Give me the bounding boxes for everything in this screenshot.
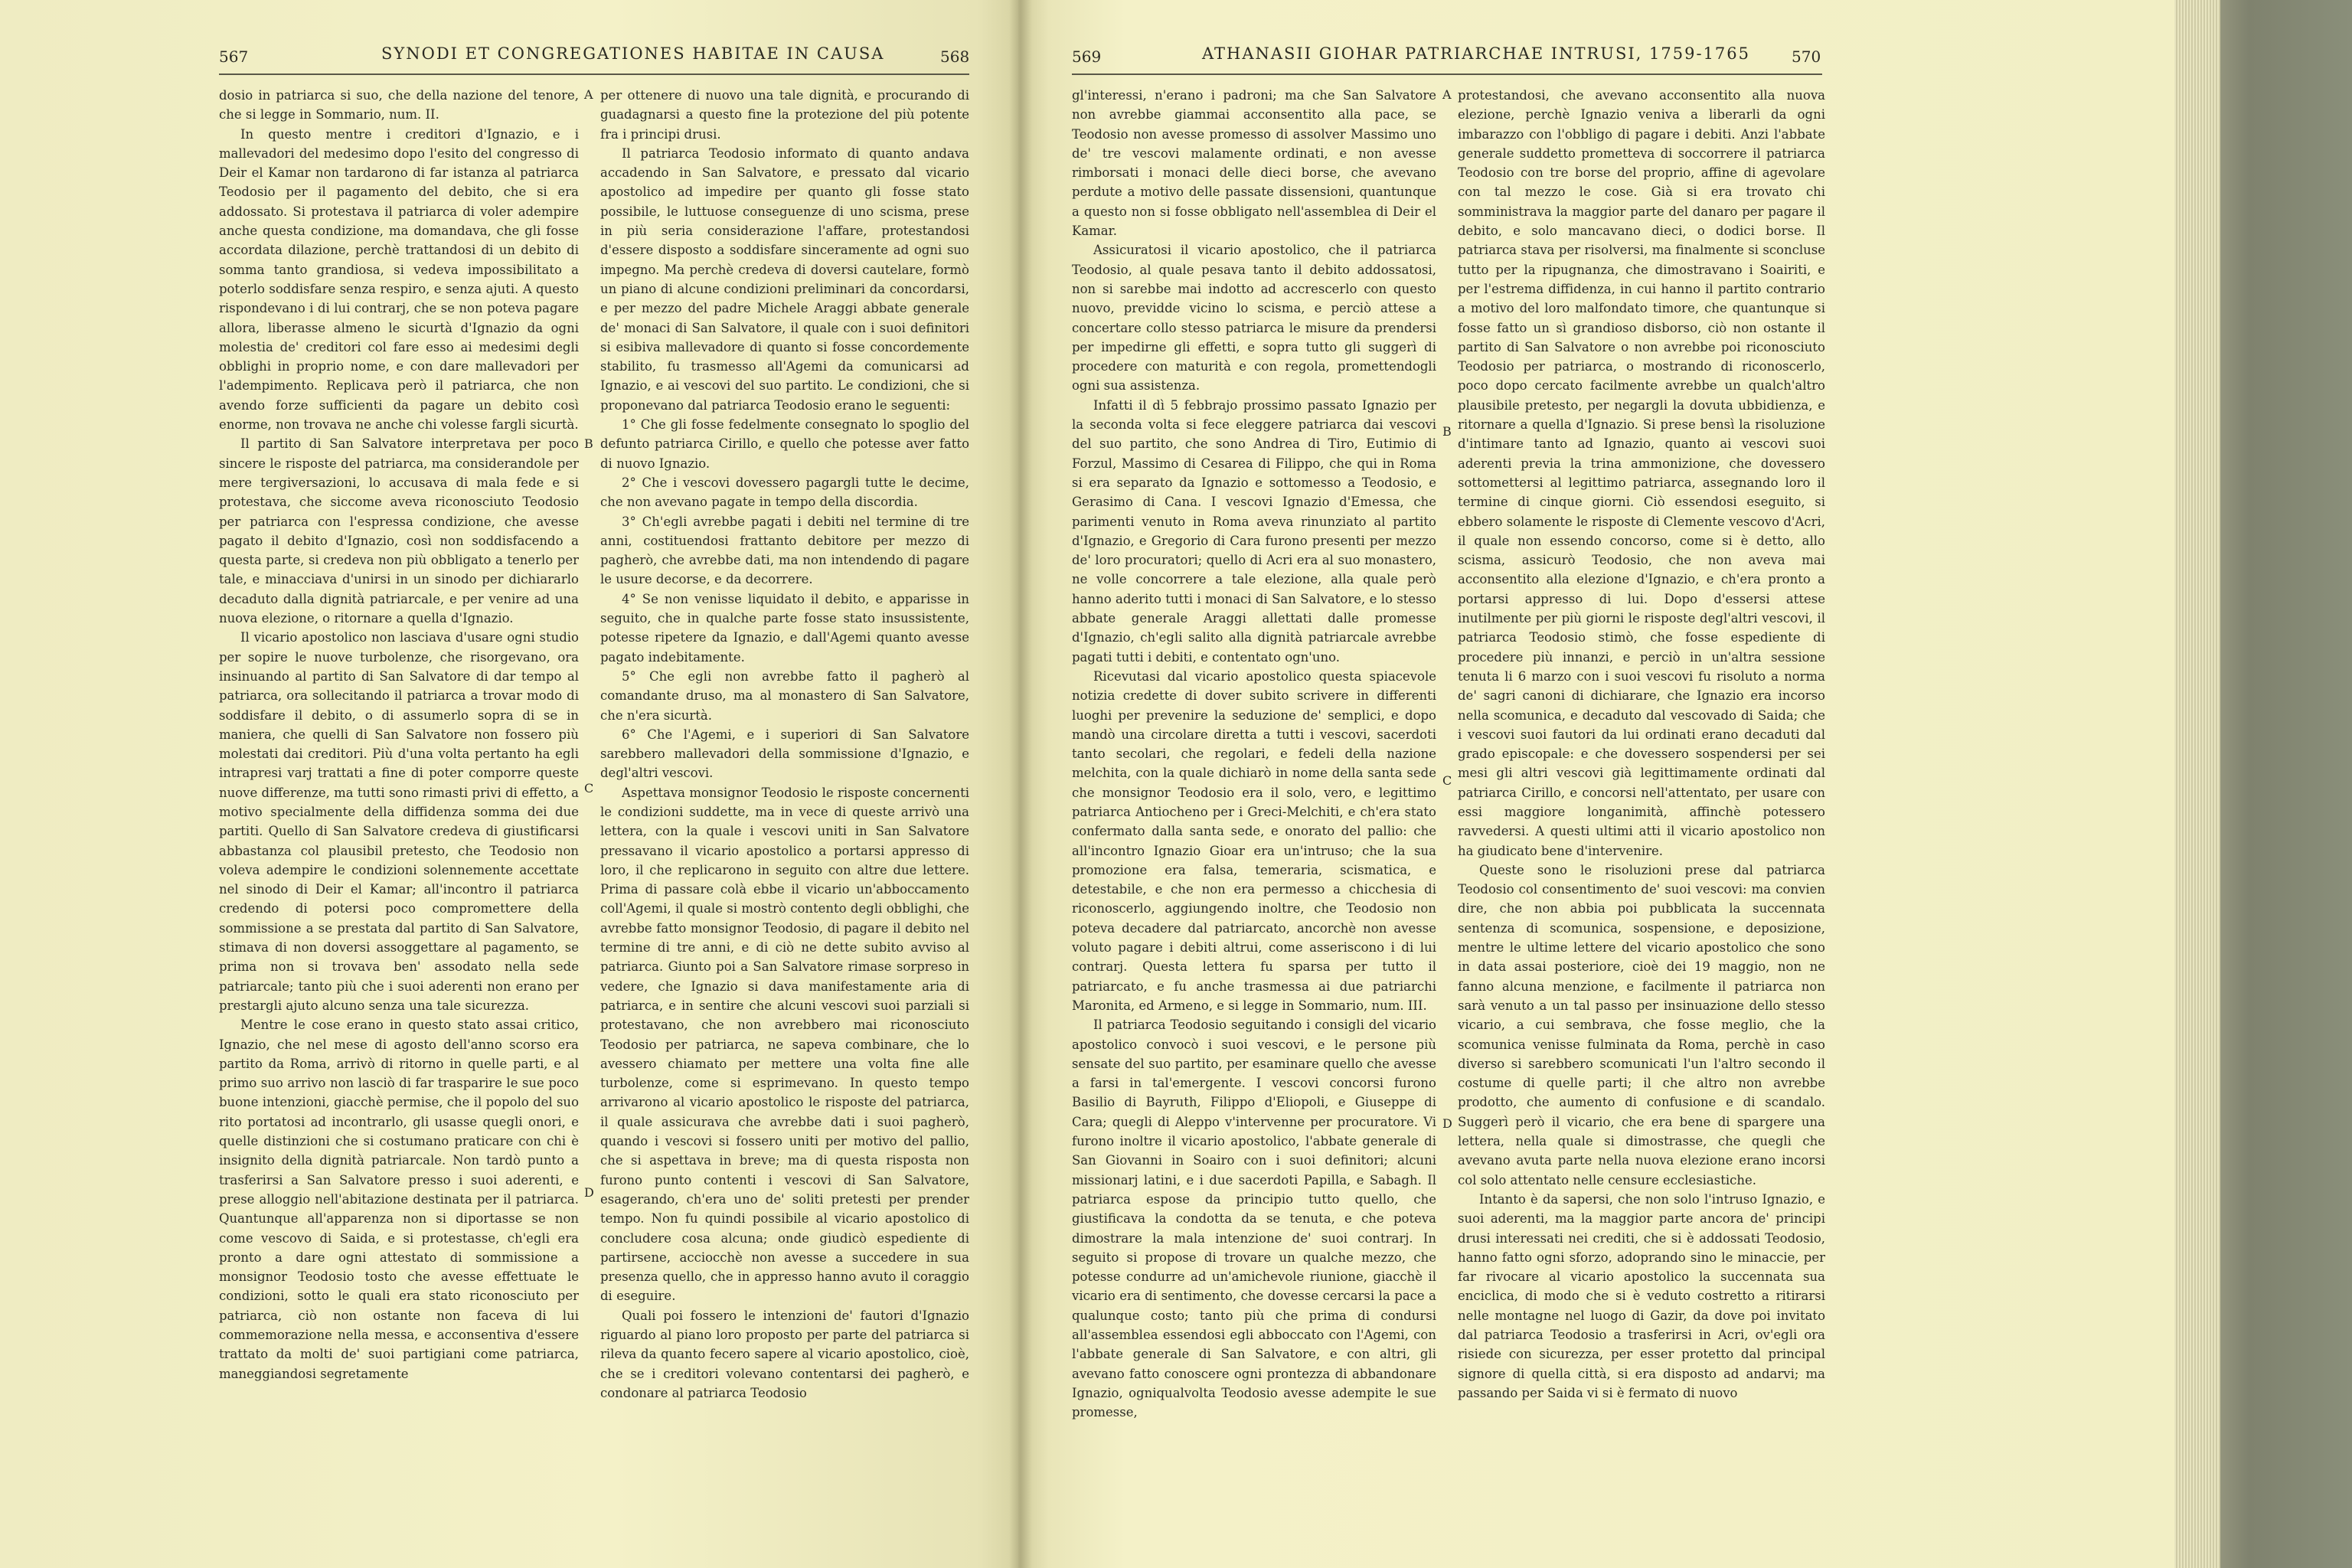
paragraph: Il partito di San Salvatore interpretava per poco sincere le risposte del patriarca, ma considerandole per mere tergiversazioni, lo accusava di mala fede e si protestava, che siccome aveva riconosciuto Teodosio per patriarca con l'espressa condizione, che avesse pagato il debito d'Ignazio, così non soddisfacendo a questa parte, si credeva non più obbligato a tenerlo per tale, e minacciava d'unirsi in un sinodo per dichiararlo decaduto dalla dignità patriarcale, e per venire ad una nuova elezione, o ritornare a quella d'Ignazio. <box>219 436 579 626</box>
margin-mark-c: C <box>584 781 594 795</box>
header-rule-left <box>219 74 969 75</box>
paragraph: Queste sono le risoluzioni prese dal patriarca Teodosio col consentimento de' suoi vescovi: ma convien dire, che non abbia poi pubblicata la succennata sentenza di scomunica, sospensione, e deposizione, mentre le ultime lettere del vicario apostolico che sono in data assai posteriore, cioè dei 19 maggio, non ne fanno alcuna menzione, e facilmente il patriarca non sarà venuto a un tal passo per insinuazione dello stesso vicario, a cui sembrava, che fosse meglio, che la scomunica venisse fulminata da Roma, perchè in caso diverso si sarebbero scomunicati l'un l'altro secondo il costume di quelle parti; il che altro non avrebbe prodotto, che aumento di confusione e di scandalo. Suggerì però il vicario, che era bene di spargere una lettera, nella quale si dimostrasse, che quegli che avevano avuta parte nella nuova elezione erano incorsi col solo attentato nelle censure ecclesiastiche. <box>1458 862 1825 1187</box>
paragraph: Intanto è da sapersi, che non solo l'intruso Ignazio, e suoi aderenti, ma la maggior parte ancora de' principi drusi interessati nei crediti, che si è addossati Teodosio, hanno fatto ogni sforzo, adoprando sino le minaccie, per far rivocare al vicario apostolico la succennata sua enciclica, di modo che si è veduto costretto a ritirarsi nelle montagne nel luogo di Gazir, da dove poi invitato dal patriarca Teodosio a trasferirsi in Acri, ov'egli ora risiede con sicurezza, per esser protetto dal principal signore di quella città, si era disposto ad andarvi; ma passando per Saida vi si è fermato di nuovo <box>1458 1191 1825 1400</box>
paragraph: per ottenere di nuovo una tale dignità, e procurando di guadagnarsi a questo fine la protezione del più potente fra i principi drusi. <box>600 88 969 142</box>
page-number-568: 568 <box>940 47 970 66</box>
margin-mark-b: B <box>1442 424 1452 439</box>
paragraph: dosio in patriarca si suo, che della nazione del tenore, che si legge in Sommario, num. II. <box>219 88 579 122</box>
paragraph: In questo mentre i creditori d'Ignazio, e i mallevadori del medesimo dopo l'esito del congresso di Deir el Kamar non tardarono di far istanza al patriarca Teodosio per il pagamento del debito, che si era addossato. Si protestava il patriarca di voler adempire anche questa condizione, ma domandava, che gli fosse accordata dilazione, perchè trattandosi di un debito di somma tanto grandiosa, si vedeva impossibilitato a poterlo soddisfare senza respiro, e senza ajuti. A questo rispondevano i di lui contrarj, che se non poteva pagare allora, liberasse almeno le sicurtà d'Ignazio da ogni molestia de' creditori col fare esso ai medesimi degli obblighi in proprio nome, e con dare mallevadori per l'adempimento. Replicava però il patriarca, che non avendo forze sufficienti da pagare un debito così enorme, non trovava ne anche chi volesse fargli sicurtà. <box>219 126 579 433</box>
paragraph: 6° Che l'Agemi, e i superiori di San Salvatore sarebbero mallevadori della sommissione d'Ignazio, e degl'altri vescovi. <box>600 727 969 781</box>
page-number-570: 570 <box>1792 47 1821 66</box>
paragraph: Mentre le cose erano in questo stato assai critico, Ignazio, che nel mese di agosto dell'anno scorso era partito da Roma, arrivò di ritorno in quelle parti, e al primo suo arrivo non lasciò di far trasparire le sue poco buone intenzioni, giacchè permise, che il popolo del suo rito portatosi ad incontrarlo, gli usasse quegli onori, e quelle distinzioni che si costumano praticare con chi è insignito della dignità patriarcale. Non tardò punto a trasferirsi a San Salvatore presso i suoi aderenti, e prese alloggio nell'abitazione destinata per il patriarca. Quantunque all'apparenza non si diportasse se non come vescovo di Saida, e si protestasse, ch'egli era pronto a dare ogni attestato di sommissione a monsignor Teodosio tosto che avesse effettuate le condizioni, sotto le quali era stato riconosciuto per patriarca, ciò non ostante non faceva di lui commemorazione nella messa, e acconsentiva d'essere trattato da molti de' suoi partigiani come patriarca, maneggiandosi segretamente <box>219 1018 579 1381</box>
page-number-569: 569 <box>1072 47 1102 66</box>
paragraph: Aspettava monsignor Teodosio le risposte concernenti le condizioni suddette, ma in vece di queste arrivò una lettera, con la quale i vescovi uniti in San Salvatore pressavano il vicario apostolico a portarsi appresso di loro, il che replicarono in seguito con altre due lettere. Prima di passare colà ebbe il vicario un'abboccamento coll'Agemi, il quale si mostrò contento degli obblighi, che avrebbe fatto monsignor Teodosio, di pagare il debito nel termine di tre anni, e di ciò ne dette subito avviso al patriarca. Giunto poi a San Salvatore rimase sorpreso in vedere, che Ignazio si dava manifestamente aria di patriarca, e in sentire che alcuni vescovi suoi parziali si protestavano, che non avrebbero mai riconosciuto Teodosio per patriarca, ne sapeva combinare, che lo avessero chiamato per mettere una volta fine alle turbolenze, come si esprimevano. In questo tempo arrivarono al vicario apostolico le risposte del patriarca, il quale assicurava che avrebbe dati i suoi pagherò, quando i vescovi si fossero uniti per motivo del pallio, che si aspettava in breve; ma di questa risposta non furono punto contenti i vescovi di San Salvatore, esagerando, ch'era uno de' soliti pretesti per prender tempo. Non fu quindi possibile al vicario apostolico di concludere cosa alcuna; onde giudicò espediente di partirsene, acciocchè non avesse a succedere in sua presenza quello, che in appresso hanno avuto il coraggio di eseguire. <box>600 785 969 1304</box>
left-page-column-1 <box>219 86 579 1556</box>
right-page-column-2 <box>1458 86 1825 1556</box>
paragraph: 2° Che i vescovi dovessero pagargli tutte le decime, che non avevano pagate in tempo della discordia. <box>600 475 969 510</box>
page-number-567: 567 <box>219 47 249 66</box>
paragraph: 5° Che egli non avrebbe fatto il pagherò al comandante druso, ma al monastero di San Salvatore, che n'era sicurtà. <box>600 668 969 723</box>
left-page-column-2 <box>600 86 969 1556</box>
margin-mark-a: A <box>584 87 593 102</box>
paragraph: 4° Se non venisse liquidato il debito, e apparisse in seguito, che in qualche parte fosse stato insussistente, potesse ripetere da Ignazio, e dall'Agemi quanto avesse pagato indebitamente. <box>600 591 969 665</box>
margin-mark-d: D <box>1442 1116 1452 1131</box>
book-gutter <box>1009 0 1032 1568</box>
paragraph: Ricevutasi dal vicario apostolico questa spiacevole notizia credette di dover subito scrivere in differenti luoghi per prevenire la seduzione de' semplici, e dopo mandò una circolare diretta a tutti i vescovi, sacerdoti tanto secolari, che regolari, e fedeli della nazione melchita, con la quale dichiarò in nome della santa sede che monsignor Teodosio era il solo, vero, e legittimo patriarca Antiocheno per i Greci-Melchiti, e ch'era stato confermato dalla santa sede, e onorato del pallio: che all'incontro Ignazio Gioar era un'intruso; che la sua promozione era falsa, temeraria, scismatica, e detestabile, e che non era permesso a chicchesia di riconoscerlo, aggiungendo inoltre, che Teodosio non poteva decadere dal patriarcato, ancorchè non avesse voluto pagare i debiti altrui, come asseriscono i di lui contrarj. Questa lettera fu sparsa per tutto il patriarcato, e fu anche trasmessa ai due patriarchi Maronita, ed Armeno, e si legge in Sommario, num. III. <box>1072 668 1436 1013</box>
running-header-left: SYNODI ET CONGREGATIONES HABITAE IN CAUSA <box>381 44 885 63</box>
margin-mark-a: A <box>1442 87 1452 102</box>
paragraph: gl'interessi, n'erano i padroni; ma che San Salvatore non avrebbe giammai acconsentito alla pace, se Teodosio non avesse promesso di assolver Massimo uno de' tre vescovi malamente ordinati, e non avesse rimborsati i monaci delle dieci borse, che avevano perdute a motivo delle passate dissensioni, quantunque a questo non si fosse obbligato nell'assemblea di Deir el Kamar. <box>1072 88 1436 239</box>
paragraph: Assicuratosi il vicario apostolico, che il patriarca Teodosio, al quale pesava tanto il debito addossatosi, non si sarebbe mai indotto ad accrescerlo con questo nuovo, previdde vicino lo scisma, e perciò attese a concertare collo stesso patriarca le misure da prendersi per impedirne gli effetti, e sopra tutto gli suggerì di procedere con maturità e con regola, promettendogli ogni sua assistenza. <box>1072 243 1436 394</box>
paragraph: Il vicario apostolico non lasciava d'usare ogni studio per sopire le nuove turbolenze, che risorgevano, ora insinuando al partito di San Salvatore di dar tempo al patriarca, ora sollecitando il patriarca a trovar modo di soddisfare il debito, o di assumerlo sopra di se in maniera, che quelli di San Salvatore non fossero più molestati dai creditori. Più d'una volta pertanto ha egli intrapresi varj trattati a fine di poter comporre queste nuove differenze, ma tutti sono rimasti privi di effetto, a motivo specialmente della diffidenza somma dei due partiti. Quello di San Salvatore credeva di giustificarsi abbastanza col plausibil pretesto, che Teodosio non voleva adempire le condizioni solennemente accettate nel sinodo di Deir el Kamar; all'incontro il patriarca credendo di potersi poco compromettere della sommissione a se prestata dal partito di San Salvatore, stimava di non doversi assoggettare al pagamento, se prima non si trovava ben' assodato nella sede patriarcale; tanto più che i suoi aderenti non erano per prestargli ajuto alcuno senza una tale sicurezza. <box>219 630 579 1013</box>
margin-mark-b: B <box>584 436 593 451</box>
running-header-right: ATHANASII GIOHAR PATRIARCHAE INTRUSI, 1759-1765 <box>1202 44 1751 63</box>
paragraph: Il patriarca Teodosio seguitando i consigli del vicario apostolico convocò i suoi vescovi, e le persone più sensate del suo partito, per esaminare quello che avesse a farsi in tal'emergente. I vescovi concorsi furono Basilio di Bayruth, Filippo d'Eliopoli, e Giuseppe di Cara; quegli di Aleppo v'intervenne per procuratore. Vi furono inoltre il vicario apostolico, l'abbate generale di San Giovanni in Soairo con i suoi definitori; alcuni missionarj latini, e i due sacerdoti Papilla, e Sabagh. Il patriarca espose da principio tutto quello, che giustificava la condotta da se tenuta, e che poteva dimostrare la mala intenzione de' suoi contrarj. In seguito si propose di trovare un qualche mezzo, che potesse condurre ad un'amichevole riunione, giacchè il vicario era di sentimento, che dovesse cercarsi la pace a qualunque costo; tanto più che prima di condursi all'assemblea essendosi egli abboccato con l'Agemi, con l'abbate generale di San Salvatore, e con altri, gli avevano fatto conoscere ogni prontezza di abbandonare Ignazio, ogniqualvolta Teodosio avesse adempite le sue promesse, <box>1072 1018 1436 1420</box>
paragraph: protestandosi, che avevano acconsentito alla nuova elezione, perchè Ignazio veniva a liberarli da ogni imbarazzo con l'obbligo di pagare i debiti. Anzi l'abbate generale suddetto prometteva di soccorrere il patriarca Teodosio con tre borse del proprio, affine di agevolare con tal mezzo le cose. Già si era trovato chi somministrava la maggior parte del danaro per pagare il debito, e solo mancavano dieci, o dodici borse. Il patriarca stava per risolversi, ma finalmente si sconcluse tutto per la ripugnanza, che dimostravano i Soairiti, e per l'estrema diffidenza, in cui hanno il partito contrario a motivo del loro malfondato timore, che quantunque si fosse fatto un sì grandioso disborso, ciò non ostante il partito di San Salvatore o non avrebbe poi riconosciuto Teodosio per patriarca, o mostrando di riconoscerlo, poco dopo cercato facilmente avrebbe un qualch'altro plausibile pretesto, per negargli la dovuta ubbidienza, e ritornare a quella d'Ignazio. Si prese bensì la risoluzione d'intimare tanto ad Ignazio, quanto ai vescovi suoi aderenti previa la trina ammonizione, che dovessero sottomettersi al legittimo patriarca, assegnando loro il termine di cinque giorni. Ciò essendosi eseguito, si ebbero solamente le risposte di Clemente vescovo d'Acri, il quale non essendo concorso, come si è detto, allo scisma, assicurò Teodosio, che non aveva mai acconsentito alla elezione d'Ignazio, e ch'era pronto a portarsi appresso di lui. Dopo d'essersi attese inutilmente per più giorni le risposte degl'altri vescovi, il patriarca Teodosio stimò, che fosse espediente di procedere più innanzi, e perciò in un'altra sessione tenuta li 6 marzo con i suoi vescovi fu risoluto a norma de' sagri canoni di dichiarare, che Ignazio era incorso nella scomunica, e decaduto dal vescovado di Saida; che i vescovi suoi fautori da lui ordinati erano decaduti dal grado episcopale: e che dovessero sospendersi per sei mesi gli altri vescovi già legittimamente ordinati dal patriarca Cirillo, e concorsi nell'attentato, per usare con essi maggiore longanimità, affinchè potessero ravvedersi. A questi ultimi atti il vicario apostolico non ha giudicato bene d'intervenire. <box>1458 88 1825 858</box>
paragraph: 3° Ch'egli avrebbe pagati i debiti nel termine di tre anni, costituendosi frattanto debitore per mezzo di pagherò, che avrebbe dati, ma non intendendo di pagare le usure decorse, e da decorrere. <box>600 514 969 587</box>
right-page <box>1018 0 2174 1568</box>
margin-mark-c: C <box>1442 773 1452 788</box>
margin-mark-d: D <box>584 1185 594 1200</box>
paragraph: 1° Che gli fosse fedelmente consegnato lo spoglio del defunto patriarca Cirillo, e quello che potesse aver fatto di nuovo Ignazio. <box>600 417 969 471</box>
paragraph: Infatti il dì 5 febbrajo prossimo passato Ignazio per la seconda volta si fece eleggere patriarca dai vescovi del suo partito, che sono Andrea di Tiro, Eutimio di Forzul, Massimo di Cesarea di Filippo, che qui in Roma si era separato da Ignazio e sottomesso a Teodosio, e Gerasimo di Cana. I vescovi Ignazio d'Emessa, che parimenti venuto in Roma aveva rinunziato al partito d'Ignazio, e Gregorio di Cara furono presenti per mezzo de' loro procuratori; quello di Acri era al suo monastero, ne volle concorrere a tale elezione, alla quale però hanno aderito tutti i monaci di San Salvatore, e lo stesso abbate generale Araggi allettati dalle promesse d'Ignazio, ch'egli salito alla dignità patriarcale avrebbe pagati tutti i debiti, e contentato ogn'uno. <box>1072 397 1436 665</box>
right-page-column-1 <box>1072 86 1436 1556</box>
paragraph: Quali poi fossero le intenzioni de' fautori d'Ignazio riguardo al piano loro proposto per parte del patriarca si rileva da quanto fecero sapere al vicario apostolico, cioè, che se i creditori volevano contentarsi dei pagherò, e condonare al patriarca Teodosio <box>600 1308 969 1400</box>
left-page <box>0 0 1018 1568</box>
page-stack <box>2174 0 2220 1568</box>
header-rule-right <box>1072 74 1822 75</box>
paragraph: Il patriarca Teodosio informato di quanto andava accadendo in San Salvatore, e pressato dal vicario apostolico ad impedire per quanto gli fosse stato possibile, le luttuose conseguenze di uno scisma, prese in più seria considerazione l'affare, protestandosi d'essere disposto a soddisfare sinceramente ad ogni suo impegno. Ma perchè credeva di doversi cautelare, formò un piano di alcune condizioni preliminari da concordarsi, e per mezzo del padre Michele Araggi abbate generale de' monaci di San Salvatore, il quale con i suoi definitori si esibiva mallevadore di quanto si fosse concordemente stabilito, fu trasmesso all'Agemi da comunicarsi ad Ignazio, e ai vescovi del suo partito. Le condizioni, che si proponevano dal patriarca Teodosio erano le seguenti: <box>600 145 969 413</box>
